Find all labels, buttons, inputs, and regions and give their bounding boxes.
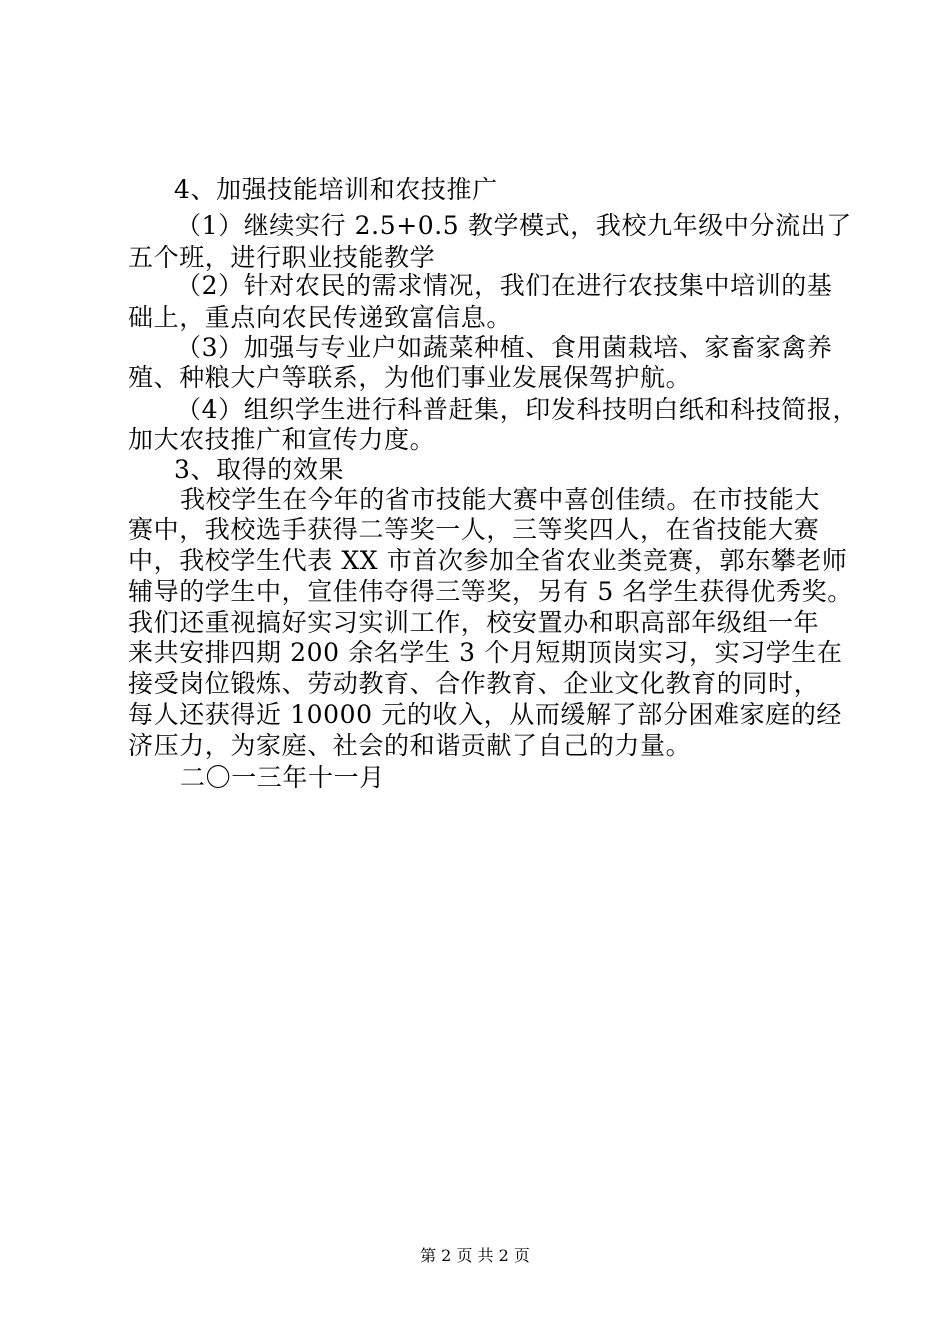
paragraph-line: 每人还获得近 10000 元的收入，从而缓解了部分困难家庭的经 — [128, 700, 843, 729]
page-number-footer: 第 2 页 共 2 页 — [420, 1246, 530, 1265]
date-line: 二〇一三年十一月 — [180, 763, 385, 792]
paragraph-line: 济压力，为家庭、社会的和谐贡献了自己的力量。 — [128, 731, 692, 760]
paragraph-line: 辅导的学生中，宣佳伟夺得三等奖，另有 5 名学生获得优秀奖。 — [128, 577, 853, 606]
paragraph-line: 接受岗位锻炼、劳动教育、合作教育、企业文化教育的同时， — [128, 669, 820, 698]
paragraph-line: 我们还重视搞好实习实训工作，校安置办和职高部年级组一年 — [128, 608, 820, 637]
paragraph-line: 五个班，进行职业技能教学 — [128, 243, 436, 272]
heading-results: 3、取得的效果 — [174, 455, 345, 484]
paragraph-line: （1）继续实行 2.5+0.5 教学模式，我校九年级中分流出了 — [176, 211, 852, 240]
paragraph-line: 殖、种粮大户等联系，为他们事业发展保驾护航。 — [128, 363, 692, 392]
paragraph-line: （2）针对农民的需求情况，我们在进行农技集中培训的基 — [176, 271, 833, 300]
paragraph-line: 赛中，我校选手获得二等奖一人，三等奖四人，在省技能大赛 — [128, 515, 820, 544]
paragraph-line: （3）加强与专业户如蔬菜种植、食用菌栽培、家畜家禽养 — [176, 333, 833, 362]
paragraph-line: 来共安排四期 200 余名学生 3 个月短期顶岗实习，实习学生在 — [128, 638, 843, 667]
paragraph-line: 础上，重点向农民传递致富信息。 — [128, 303, 513, 332]
paragraph-line: （4）组织学生进行科普赶集，印发科技明白纸和科技简报， — [176, 395, 859, 424]
paragraph-line: 我校学生在今年的省市技能大赛中喜创佳绩。在市技能大 — [180, 485, 821, 514]
paragraph-line: 加大农技推广和宣传力度。 — [128, 425, 436, 454]
paragraph-line: 中，我校学生代表 XX 市首次参加全省农业类竞赛，郭东攀老师 — [128, 546, 848, 575]
heading-skills-training: 4、加强技能培训和农技推广 — [174, 175, 498, 204]
